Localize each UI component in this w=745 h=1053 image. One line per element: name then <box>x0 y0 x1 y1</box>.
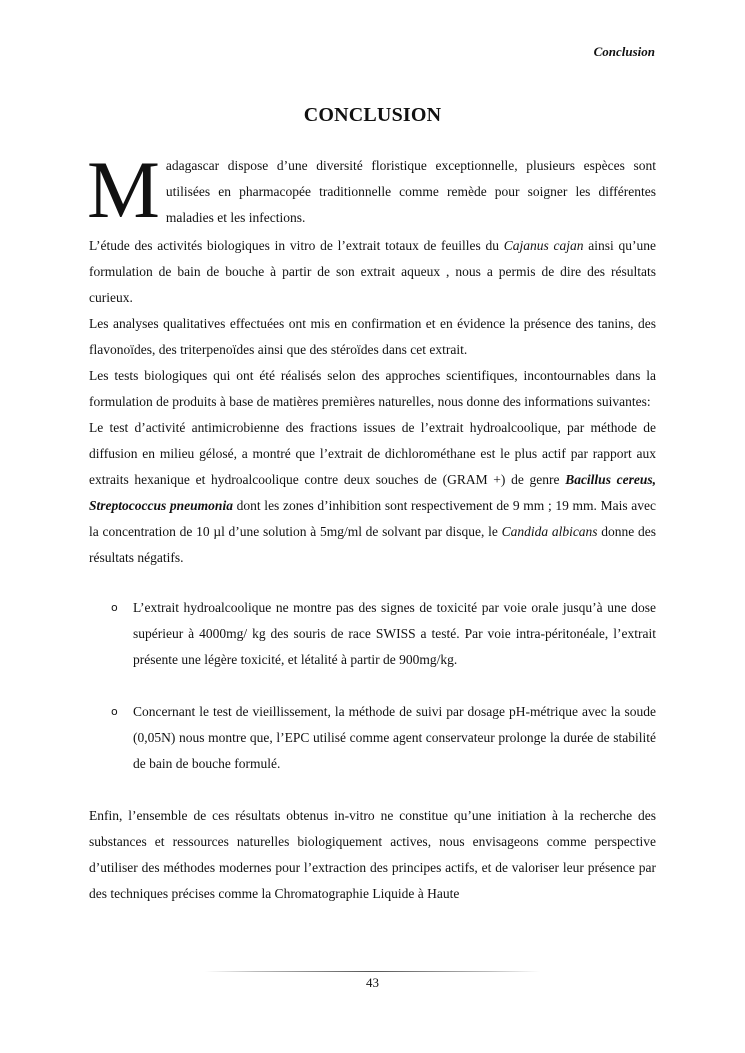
intro-text: adagascar dispose d’une diversité floristique exceptionnelle, plusieurs espèces sont utilisées en pharmacopée traditionnelle comme remède pour soigner les différentes maladies et les infections. <box>165 158 656 225</box>
footer-divider <box>205 971 540 972</box>
paragraph-1-end: ainsi qu’une formulation de bain de bouche à partir de son extrait aqueux , nous a permis de dire des résultats curieux. <box>89 238 656 305</box>
body-text <box>87 144 657 907</box>
page-number: 43 <box>366 975 379 990</box>
paragraph-4-start: Le test d’activité antimicrobienne des fractions issues de l’extrait hydroalcoolique, par méthode de diffusion en milieu gélosé, a montré que l’extrait de dichlorométhane est le plus actif par rapport aux extraits hexanique et hydroalcoolique contre deux souches de (GRAM +) de genre <box>89 420 656 487</box>
intro-paragraph <box>87 144 656 235</box>
species-candida: Candida albicans <box>501 524 598 539</box>
list-item-text: Concernant le test de vieillissement, la méthode de suivi par dosage pH-métrique avec la soude (0,05N) nous montre que, l’EPC utilisé comme agent conservateur prolonge la durée de stabilité de bain de bouche formulé. <box>133 704 656 771</box>
paragraph-2: Les analyses qualitatives effectuées ont mis en confirmation et en évidence la présence des tanins, des flavonoïdes, des triterpenoïdes ainsi que des stéroïdes dans cet extrait. <box>89 316 656 357</box>
paragraph-4-end: donne des résultats négatifs. <box>89 524 656 565</box>
paragraph-1-start: L’étude des activités biologiques in vitro de l’extrait totaux de feuilles du <box>89 238 504 253</box>
paragraph-5: Enfin, l’ensemble de ces résultats obtenus in-vitro ne constitue qu’une initiation à la recherche des substances et ressources naturelles biologiquement actives, nous envisageons comme perspective d’utiliser des méthodes modernes pour l’extraction des principes actifs, et de valoriser leur présence par des techniques précises comme la Chromatographie Liquide à Haute <box>89 808 656 901</box>
bullet-circle-icon: o <box>111 705 118 718</box>
species-cajanus: Cajanus cajan <box>503 238 584 253</box>
running-head: Conclusion <box>593 44 655 59</box>
paragraph-1 <box>89 233 656 311</box>
page-title: CONCLUSION <box>303 104 442 126</box>
findings-list <box>89 595 656 777</box>
drop-cap: M <box>87 144 160 235</box>
list-item-text: L’extrait hydroalcoolique ne montre pas des signes de toxicité par voie orale jusqu’à une dose supérieur à 4000mg/ kg des souris de race SWISS a testé. Par voie intra-péritonéale, l’extrait présente une légère toxicité, et létalité à partir de 900mg/kg. <box>133 600 656 667</box>
paragraph-4-middle: dont les zones d’inhibition sont respectivement de 9 mm ; 19 mm. Mais avec la concentration de 10 µl d’une solution à 5mg/ml de solvant par disque, le <box>89 498 657 539</box>
list-item <box>89 699 656 777</box>
bullet-circle-icon: o <box>111 601 118 614</box>
paragraph-4 <box>89 415 656 571</box>
paragraph-3: Les tests biologiques qui ont été réalisés selon des approches scientifiques, incontournables dans la formulation de produits à base de matières premières naturelles, nous donne des informations suivantes: <box>89 368 656 409</box>
species-bacillus-streptococcus: Bacillus cereus, Streptococcus pneumonia <box>89 472 656 513</box>
list-item <box>89 595 656 673</box>
